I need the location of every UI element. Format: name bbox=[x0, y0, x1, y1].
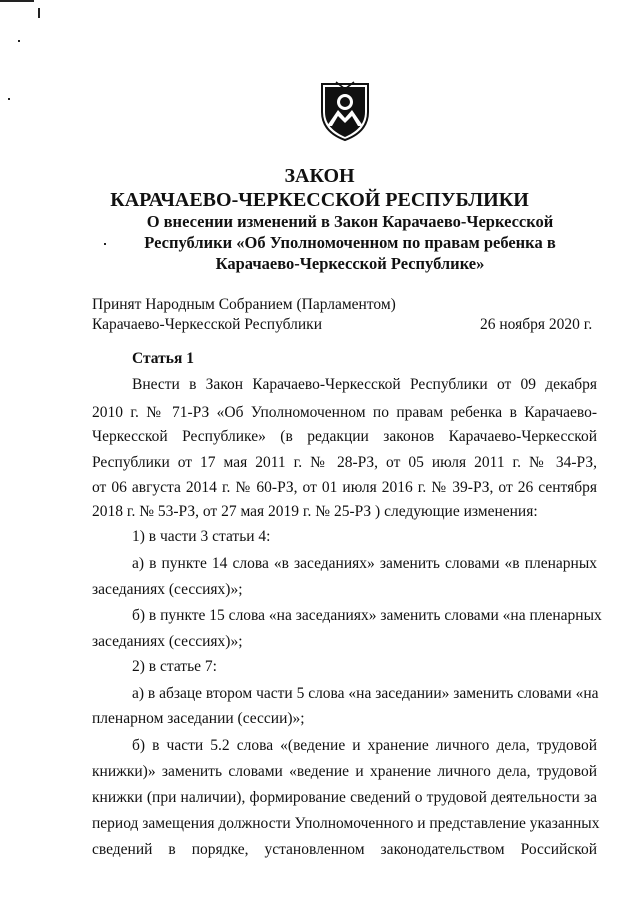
article-line: от 06 августа 2014 г. № 60-РЗ, от 01 июля 2016 г. № 39-РЗ, от 26 сентября bbox=[92, 479, 597, 496]
article-line: сведений в порядке, установленном законодательством Российской bbox=[92, 841, 597, 858]
article-line: Внести в Закон Карачаево-Черкесской Республики от 09 декабря bbox=[132, 376, 597, 393]
article-line: 2018 г. № 53-РЗ, от 27 мая 2019 г. № 25-РЗ ) следующие изменения: bbox=[92, 503, 538, 520]
scan-artifact-tick bbox=[38, 8, 40, 18]
law-region: КАРАЧАЕВО-ЧЕРКЕССКОЙ РЕСПУБЛИКИ bbox=[110, 189, 529, 211]
law-subtitle-line-2: Республики «Об Уполномоченном по правам ребенка в bbox=[144, 233, 556, 252]
article-line: книжки (при наличии), формирование сведений о трудовой деятельности за bbox=[92, 789, 597, 806]
article-line: заседаниях (сессиях)»; bbox=[92, 581, 243, 598]
article-line: 2) в статье 7: bbox=[132, 658, 217, 675]
adoption-line-2: Карачаево-Черкесской Республики bbox=[92, 316, 322, 333]
law-title: ЗАКОН bbox=[284, 165, 355, 187]
article-line: а) в пункте 14 слова «в заседаниях» заменить словами «в пленарных bbox=[132, 555, 597, 572]
article-line: а) в абзаце втором части 5 слова «на заседании» заменить словами «на bbox=[132, 685, 599, 702]
law-subtitle-line-3: Карачаево-Черкесской Республике» bbox=[215, 254, 485, 273]
scan-artifact-dot bbox=[18, 40, 20, 42]
scan-artifact-dot bbox=[8, 98, 10, 100]
adoption-line-1: Принят Народным Собранием (Парламентом) bbox=[92, 296, 396, 313]
article-line: Республики от 17 мая 2011 г. № 28-РЗ, от 05 июля 2011 г. № 34-РЗ, bbox=[92, 454, 597, 471]
adoption-date: 26 ноября 2020 г. bbox=[480, 316, 593, 333]
article-line: книжки)» заменить словами «ведение и хранение личного дела, трудовой bbox=[92, 763, 597, 780]
coat-of-arms-emblem bbox=[316, 80, 374, 142]
article-line: период замещения должности Уполномоченного и представление указанных bbox=[92, 815, 600, 832]
law-subtitle-line-1: О внесении изменений в Закон Карачаево-Черкесской bbox=[146, 212, 554, 231]
article-line: 2010 г. № 71-РЗ «Об Уполномоченном по правам ребенка в Карачаево- bbox=[92, 404, 597, 421]
article-line: заседаниях (сессиях)»; bbox=[92, 633, 243, 650]
article-heading: Статья 1 bbox=[132, 350, 194, 367]
article-line: б) в пункте 15 слова «на заседаниях» заменить словами «на пленарных bbox=[132, 607, 602, 624]
article-line: 1) в части 3 статьи 4: bbox=[132, 528, 271, 545]
article-line: пленарном заседании (сессии)»; bbox=[92, 710, 305, 727]
article-line: Черкесской Республике» (в редакции законов Карачаево-Черкесской bbox=[92, 428, 597, 445]
article-line: б) в части 5.2 слова «(ведение и хранение личного дела, трудовой bbox=[132, 737, 597, 754]
scan-artifact-line bbox=[0, 0, 34, 2]
